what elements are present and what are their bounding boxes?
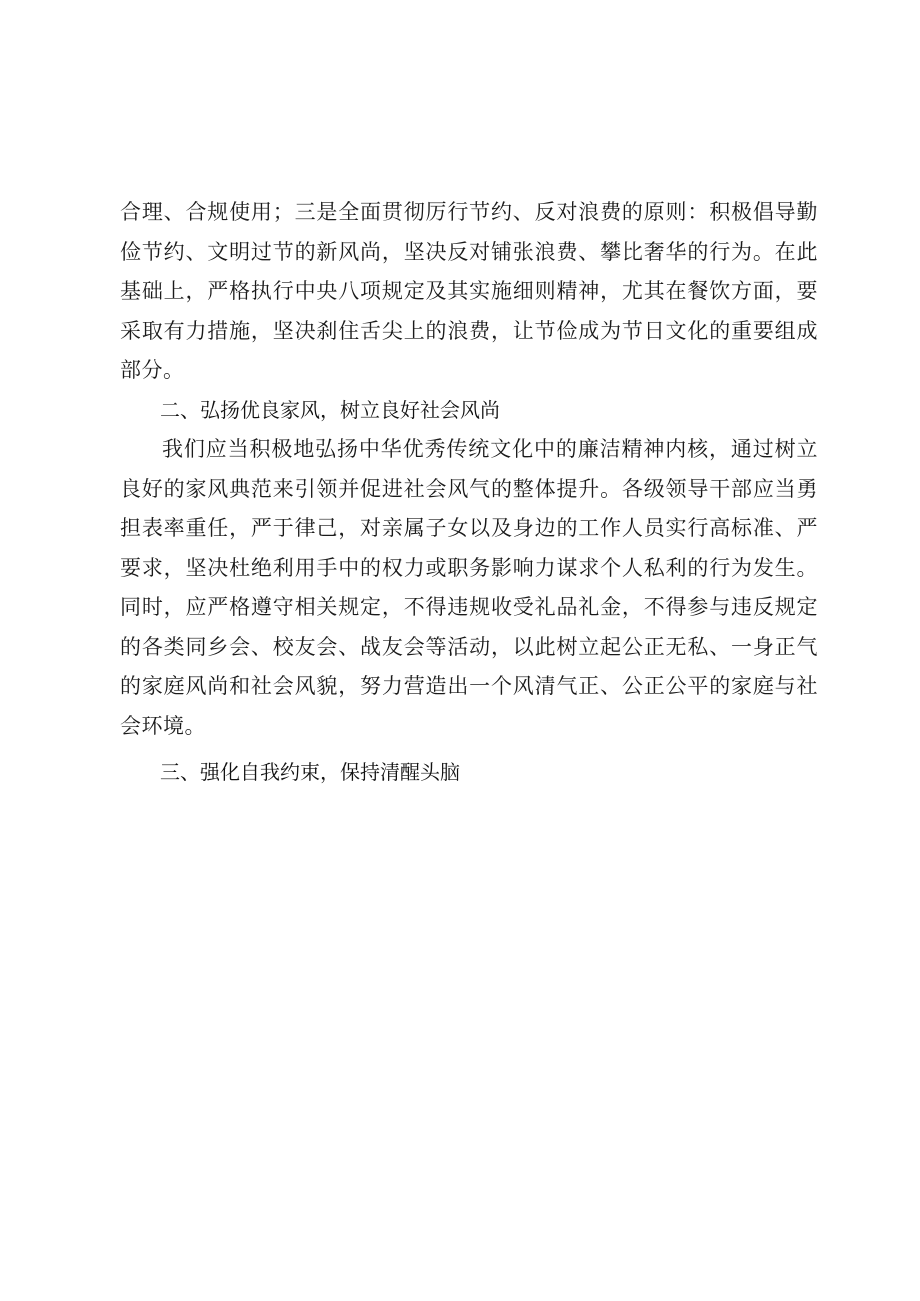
paragraph-family-values: 我们应当积极地弘扬中华优秀传统文化中的廉洁精神内核，通过树立良好的家风典范来引领并促进社会风气的整体提升。各级领导干部应当勇担表率重任，严于律己，对亲属子女以及身边的工作人员实行高标准、严要求，坚决杜绝利用手中的权力或职务影响力谋求个人私利的行为发生。同时，应严格遵守相关规定，不得违规收受礼品礼金，不得参与违反规定的各类同乡会、校友会、战友会等活动，以此树立起公正无私、一身正气的家庭风尚和社会风貌，努力营造出一个风清气正、公正公平的家庭与社会环境。 — [120, 437, 818, 738]
paragraph-continuation: 合理、合规使用；三是全面贯彻厉行节约、反对浪费的原则：积极倡导勤俭节约、文明过节的新风尚，坚决反对铺张浪费、攀比奢华的行为。在此基础上，严格执行中央八项规定及其实施细则精神，尤其在餐饮方面，要采取有力措施，坚决刹住舌尖上的浪费，让节俭成为节日文化的重要组成部分。 — [120, 200, 818, 382]
section-heading-3: 三、强化自我约束，保持清醒头脑 — [160, 760, 460, 784]
section-heading-2: 二、弘扬优良家风，树立良好社会风尚 — [160, 397, 500, 422]
document-body — [120, 193, 818, 793]
